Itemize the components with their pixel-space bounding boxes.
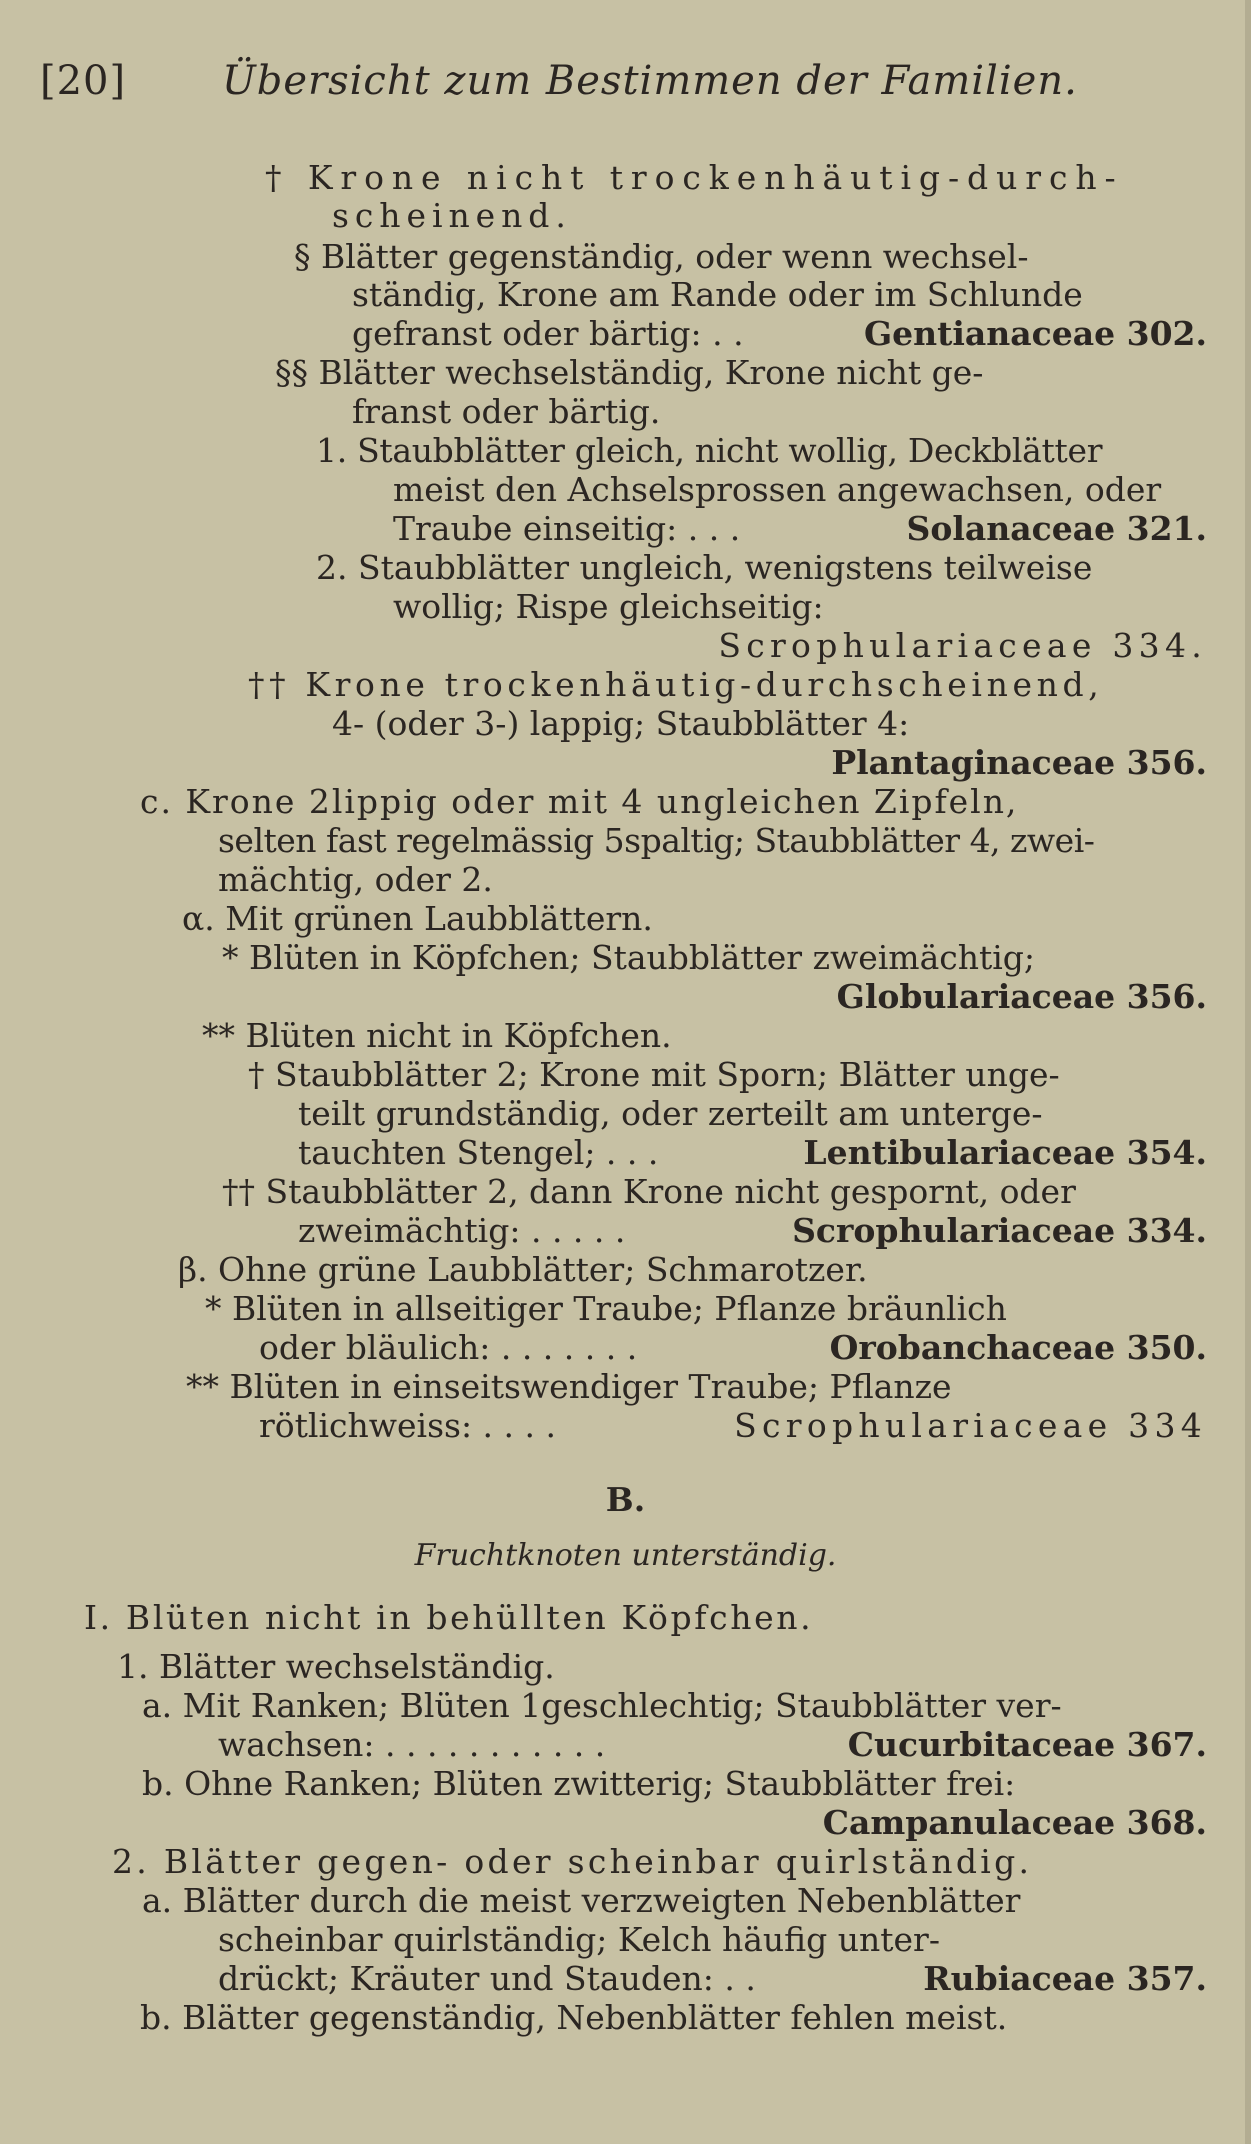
text-line: zweimächtig: . . . . . <box>298 1211 626 1250</box>
text-line: ständig, Krone am Rande oder im Schlunde <box>352 275 1083 314</box>
text-line: 1. Staubblätter gleich, nicht wollig, Deckblätter <box>316 431 1103 470</box>
text-line: † Krone nicht trockenhäutig-durch- <box>265 158 1124 197</box>
text-line: oder bläulich: . . . . . . . <box>259 1328 638 1367</box>
text-line: †† Krone trockenhäutig-durchscheinend, <box>248 665 1104 704</box>
text-line: scheinbar quirlständig; Kelch häufig unter- <box>218 1920 940 1959</box>
text-line: β. Ohne grüne Laubblätter; Schmarotzer. <box>178 1250 868 1289</box>
family-reference: Solanaceae 321. <box>906 509 1207 548</box>
family-reference: Campanulaceae 368. <box>822 1803 1207 1842</box>
page-number: [20] <box>40 58 127 104</box>
text-line: * Blüten in Köpfchen; Staubblätter zweimächtig; <box>222 938 1036 977</box>
text-line: 2. Blätter gegen- oder scheinbar quirlständig. <box>112 1842 1033 1881</box>
text-line: tauchten Stengel; . . . <box>298 1133 659 1172</box>
text-line: a. Mit Ranken; Blüten 1geschlechtig; Staubblätter ver- <box>142 1686 1062 1725</box>
page-edge <box>1245 0 1251 2144</box>
text-line: † Staubblätter 2; Krone mit Sporn; Blätter unge- <box>248 1055 1060 1094</box>
family-reference: Scrophulariaceae 334. <box>718 626 1207 665</box>
text-line: 4- (oder 3-) lappig; Staubblätter 4: <box>332 704 910 743</box>
text-line: drückt; Kräuter und Stauden: . . <box>218 1959 756 1998</box>
text-line: franst oder bärtig. <box>352 392 661 431</box>
text-line: ** Blüten nicht in Köpfchen. <box>202 1016 672 1055</box>
text-line: teilt grundständig, oder zerteilt am unterge- <box>298 1094 1043 1133</box>
text-line: § Blätter gegenständig, oder wenn wechsel- <box>294 237 1029 276</box>
text-line: †† Staubblätter 2, dann Krone nicht gespornt, oder <box>222 1172 1076 1211</box>
section-heading: B. <box>605 1480 646 1519</box>
text-line: selten fast regelmässig 5spaltig; Staubblätter 4, zwei- <box>218 821 1095 860</box>
family-reference: Cucurbitaceae 367. <box>847 1725 1207 1764</box>
page-header <box>40 58 1078 104</box>
family-reference: Scrophulariaceae 334. <box>792 1211 1207 1250</box>
text-line: b. Blätter gegenständig, Nebenblätter fehlen meist. <box>140 1998 1008 2037</box>
text-line: gefranst oder bärtig: . . <box>352 314 744 353</box>
text-line: α. Mit grünen Laubblättern. <box>182 899 653 938</box>
family-reference: Globulariaceae 356. <box>836 977 1207 1016</box>
text-line: a. Blätter durch die meist verzweigten Nebenblätter <box>142 1881 1021 1920</box>
text-line: scheinend. <box>332 196 572 235</box>
text-line: mächtig, oder 2. <box>218 860 493 899</box>
family-reference: Plantaginaceae 356. <box>831 743 1207 782</box>
family-reference: Rubiaceae 357. <box>923 1959 1207 1998</box>
text-line: §§ Blätter wechselständig, Krone nicht ge- <box>275 353 984 392</box>
text-line: 1. Blätter wechselständig. <box>117 1647 555 1686</box>
text-line: c. Krone 2lippig oder mit 4 ungleichen Zipfeln, <box>140 782 1019 821</box>
text-line: Traube einseitig: . . . <box>393 509 741 548</box>
family-reference: Orobanchaceae 350. <box>829 1328 1207 1367</box>
section-subheading: Fruchtknoten unterständig. <box>414 1538 837 1573</box>
text-line: * Blüten in allseitiger Traube; Pflanze bräunlich <box>205 1289 1007 1328</box>
text-line: rötlichweiss: . . . . <box>259 1406 556 1445</box>
text-line: b. Ohne Ranken; Blüten zwitterig; Staubblätter frei: <box>142 1764 1016 1803</box>
text-line: wachsen: . . . . . . . . . . . <box>218 1725 606 1764</box>
family-reference: Scrophulariaceae 334 <box>734 1406 1207 1445</box>
page-title: Übersicht zum Bestimmen der Familien. <box>222 58 1078 104</box>
family-reference: Gentianaceae 302. <box>863 314 1207 353</box>
text-line: meist den Achselsprossen angewachsen, oder <box>393 470 1162 509</box>
text-line: 2. Staubblätter ungleich, wenigstens teilweise <box>316 548 1093 587</box>
text-line: ** Blüten in einseitswendiger Traube; Pflanze <box>186 1367 952 1406</box>
text-line: wollig; Rispe gleichseitig: <box>393 587 824 626</box>
text-line: I. Blüten nicht in behüllten Köpfchen. <box>84 1598 814 1637</box>
family-reference: Lentibulariaceae 354. <box>803 1133 1207 1172</box>
